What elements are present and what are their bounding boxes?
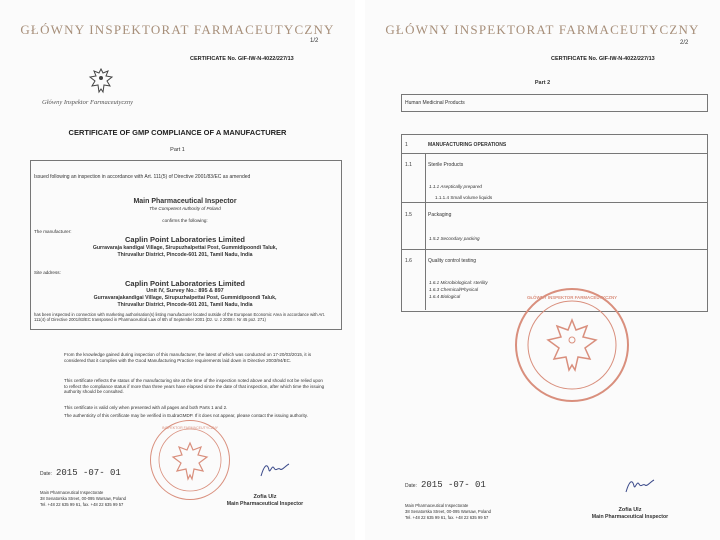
row-label: Packaging bbox=[428, 212, 452, 218]
confirms-text: confirms the following: bbox=[162, 218, 208, 223]
table-divider bbox=[401, 249, 707, 250]
row-label: Sterile Products bbox=[428, 162, 464, 168]
signer-title: Main Pharmaceutical Inspector bbox=[226, 501, 304, 507]
stamp-text: INSPEKTOR FARMACEUTYCZNY bbox=[161, 426, 219, 430]
row-sub-item: 1.1.1 Aseptically prepared bbox=[429, 184, 482, 189]
footer-line-2: 38 Senatorska Street, 00-095 Warsaw, Poland bbox=[40, 496, 126, 501]
signature-icon bbox=[623, 474, 657, 496]
valid-paragraph: This certificate is valid only when presented with all pages and both Parts 1 and 2. bbox=[64, 405, 228, 410]
official-stamp bbox=[515, 288, 629, 402]
table-col-divider bbox=[425, 153, 426, 310]
site-address-1: Gurravarajakandigai Village, Sirupuzhalpettai Post, Gummidipoondi Taluk, bbox=[93, 295, 277, 301]
page-number: 1/2 bbox=[310, 38, 319, 44]
issued-following: Issued following an inspection in accordance with Art. 111(5) of Directive 2001/83/EC as amended bbox=[34, 174, 251, 180]
row-number: 1 bbox=[405, 142, 408, 148]
site-label: Site address: bbox=[34, 270, 61, 275]
footer-line-2: 38 Senatorska Street, 00-095 Warsaw, Poland bbox=[405, 509, 491, 514]
manufacturer-address-2: Thiruvallur District, Pincode-601 201, Tamil Nadu, India bbox=[117, 252, 253, 258]
page-header: GŁÓWNY INSPEKTORAT FARMACEUTYCZNY bbox=[20, 22, 335, 37]
site-name: Caplin Point Laboratories Limited bbox=[124, 279, 245, 288]
date-value: 2015 -07- 01 bbox=[421, 480, 486, 490]
footer-line-3: Tel. +48 22 635 99 61, fax. +48 22 635 99 57 bbox=[405, 515, 489, 520]
authenticity-paragraph: The authenticity of this certificate may be verified in EudraGMDP. If it does not appear, please contact the issuing authority. bbox=[64, 413, 308, 418]
row-number: 1.1 bbox=[405, 162, 412, 168]
row-number: 1.6 bbox=[405, 258, 412, 264]
table-divider bbox=[401, 153, 707, 154]
row-number: 1.5 bbox=[405, 212, 412, 218]
authority-name: Main Pharmaceutical Inspector bbox=[133, 198, 237, 205]
signature-icon bbox=[258, 458, 292, 480]
page-number: 2/2 bbox=[680, 40, 689, 46]
date-label: Date: bbox=[405, 483, 417, 489]
official-stamp bbox=[150, 420, 230, 500]
inspected-paragraph: has been inspected in connection with marketing authorisation(s) listing manufacturer located outside of the European Economic Area in accordance with Art. 111(4) of Directive 2001/83/EC transposed in Pharmaceutical Law of 6th of September 2001 (Dz. U. z 2008 r. Nr 45 poz. 271) bbox=[34, 312, 325, 322]
certificate-title: CERTIFICATE OF GMP COMPLIANCE OF A MANUFACTURER bbox=[68, 128, 287, 137]
authority-sub: The Competent Authority of Poland bbox=[149, 206, 221, 211]
manufacturer-name: Caplin Point Laboratories Limited bbox=[124, 235, 245, 244]
stamp-eagle-icon bbox=[517, 290, 627, 400]
site-address-2: Thiruvallur District, Pincode-601 201, Tamil Nadu, India bbox=[117, 302, 253, 308]
row-sub-item: 1.6.3 Chemical/Physical bbox=[429, 287, 479, 292]
stamp-text: GŁÓWNY INSPEKTOR FARMACEUTYCZNY bbox=[526, 295, 618, 300]
row-sub-item: 1.5.2 Secondary packing bbox=[429, 236, 480, 241]
footer-line-1: Main Pharmaceutical Inspectorate bbox=[40, 490, 104, 495]
manufacturer-label: The manufacturer: bbox=[34, 229, 72, 234]
site-unit: Unit IV, Survey No.: 895 & 897 bbox=[146, 288, 224, 294]
certificate-number: CERTIFICATE No. GIF-IW-N-4022/227/13 bbox=[551, 56, 655, 62]
certificate-page-1 bbox=[0, 0, 355, 540]
row-sub-item: 1.1.1.4 Small volume liquids bbox=[435, 195, 493, 200]
footer-line-1: Main Pharmaceutical Inspectorate bbox=[405, 503, 469, 508]
row-sub-item: 1.6.1 Microbiological: sterility bbox=[429, 280, 488, 285]
signer-name: Zofia Ulz bbox=[618, 507, 642, 513]
page-header: GŁÓWNY INSPEKTORAT FARMACEUTYCZNY bbox=[385, 22, 700, 37]
signer-name: Zofia Ulz bbox=[253, 494, 277, 500]
reflects-paragraph: This certificate reflects the status of the manufacturing site at the time of the inspection noted above and should not be relied upon to reflect the compliance status if more than three years have elapsed since the date of that inspection, after which time the issuing authority should be consulted. bbox=[64, 378, 325, 395]
footer-line-3: Tel. +48 22 635 99 61, fax. +48 22 635 99 57 bbox=[40, 502, 124, 507]
certificate-number: CERTIFICATE No. GIF-IW-N-4022/227/13 bbox=[190, 56, 294, 62]
date-label: Date: bbox=[40, 471, 52, 477]
certificate-page-2 bbox=[365, 0, 720, 540]
row-label: MANUFACTURING OPERATIONS bbox=[428, 142, 507, 148]
signer-title: Main Pharmaceutical Inspector bbox=[591, 514, 669, 520]
row-sub-item: 1.6.4 Biological bbox=[429, 294, 461, 299]
manufacturer-address-1: Gurravaraja kandigai Village, Sirupuzhalpettai Post, Gummidipoondi Taluk, bbox=[92, 245, 278, 251]
row-label: Quality control testing bbox=[428, 258, 477, 264]
stamp-eagle-icon bbox=[151, 421, 229, 499]
table-divider bbox=[401, 202, 707, 203]
date-value: 2015 -07- 01 bbox=[56, 468, 121, 478]
part-label: Part 1 bbox=[170, 147, 185, 153]
part-label: Part 2 bbox=[534, 80, 551, 86]
eagle-emblem-icon bbox=[88, 66, 114, 96]
logo-caption: Główny Inspektor Farmaceutyczny bbox=[42, 99, 133, 106]
product-type: Human Medicinal Products bbox=[405, 100, 465, 106]
knowledge-paragraph: From the knowledge gained during inspection of this manufacturer, the latest of which was conducted on 17-20/03/2015, it is considered that it complies with the Good Manufacturing Practice requirements laid down in Directive 2003/94/EC. bbox=[64, 352, 312, 363]
